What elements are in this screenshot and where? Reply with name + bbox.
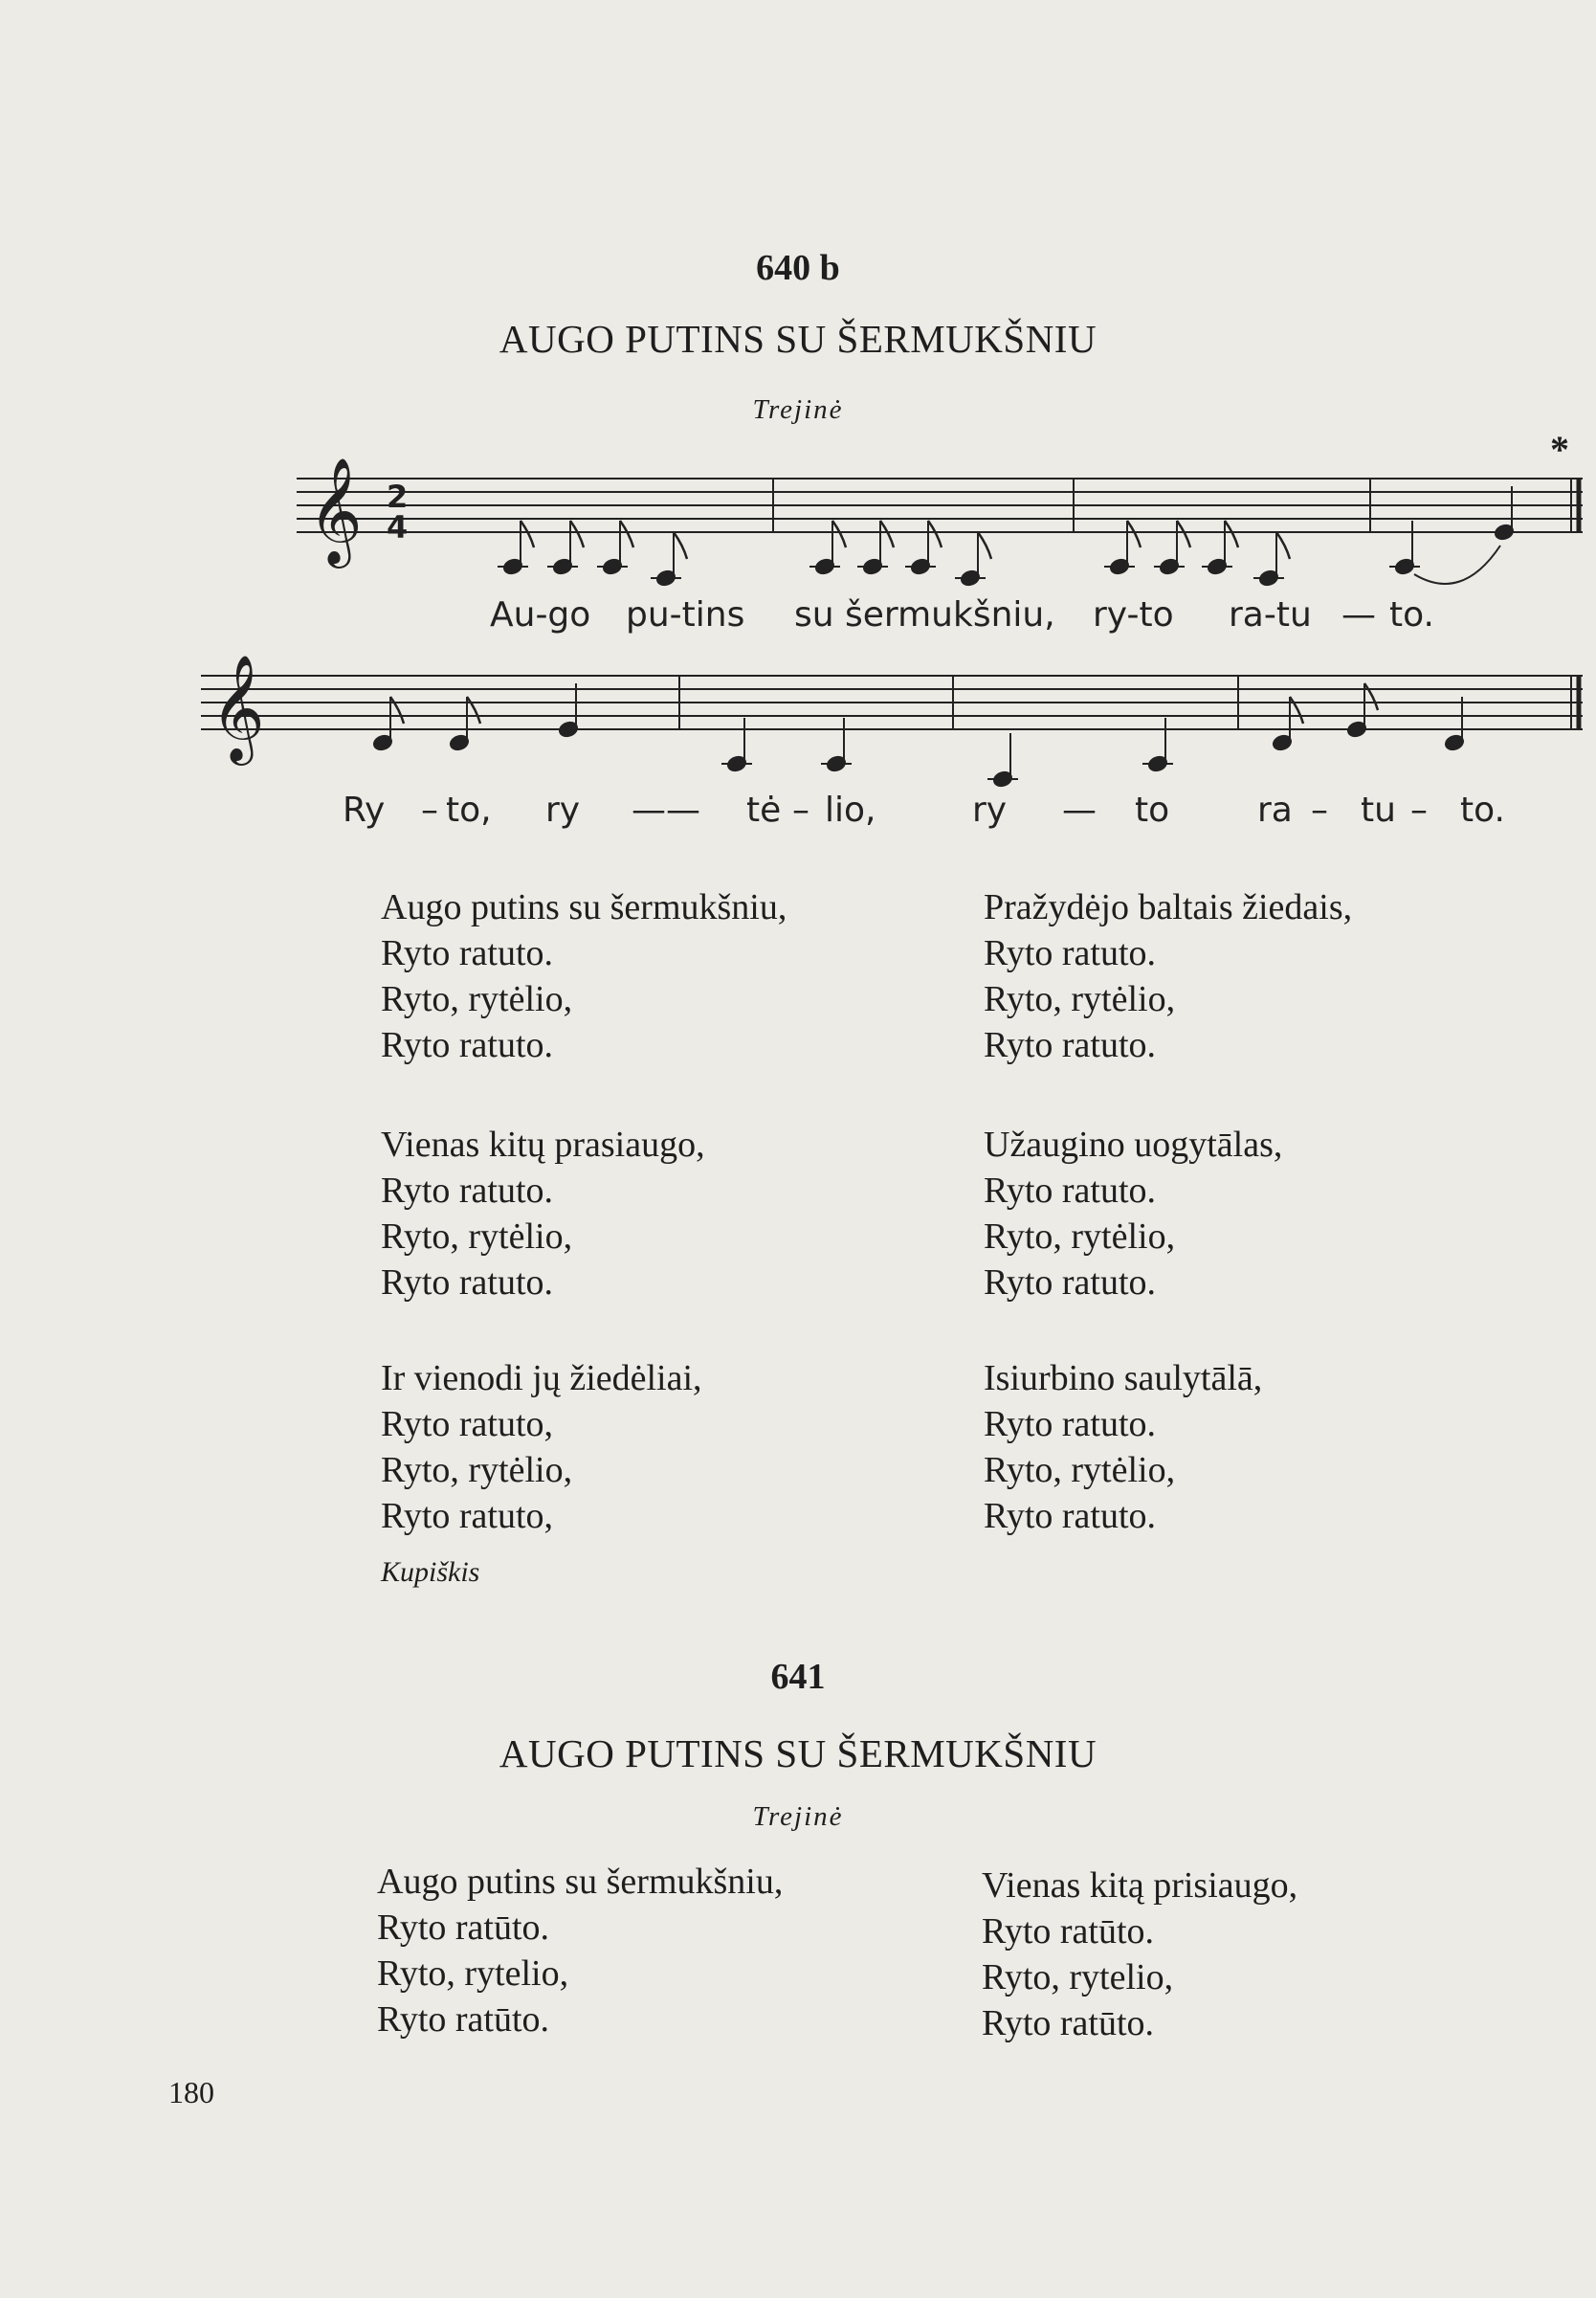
lyric-syllable: su šermukšniu, (794, 595, 1055, 635)
lyric-syllable: to, (446, 791, 492, 830)
stanza-line: Ryto, rytelio, (377, 1953, 569, 1994)
music-note (1154, 521, 1190, 575)
song-title: AUGO PUTINS SU ŠERMUKŠNIU (499, 317, 1097, 361)
time-signature-bottom: 4 (387, 509, 409, 546)
stanza-2 (984, 884, 1352, 1068)
stanza-line: Ryto ratuto. (984, 933, 1157, 973)
song-title: AUGO PUTINS SU ŠERMUKŠNIU (499, 1731, 1097, 1775)
music-note (498, 521, 534, 575)
stanza-line: Ryto ratuto. (984, 1025, 1157, 1065)
music-note (1389, 521, 1420, 575)
music-note (1253, 532, 1290, 587)
music-note (547, 521, 584, 575)
lyric-dash: — (1341, 595, 1376, 635)
music-note (651, 532, 687, 587)
music-note (558, 683, 578, 738)
lyric-dash: – (792, 791, 809, 830)
stanza-line: Vienas kitų prasiaugo, (381, 1125, 705, 1165)
music-note (955, 532, 991, 587)
lyric-syllable: Au-go (490, 595, 591, 635)
stanza-line: Užaugino uogytālas, (984, 1125, 1283, 1165)
music-note (809, 521, 846, 575)
song-number: 640 b (756, 248, 840, 288)
lyric-syllable: Ry (343, 791, 386, 830)
stanza-line: Ir vienodi jų žiedėliai, (381, 1358, 702, 1398)
lyric-syllable: ry (545, 791, 581, 830)
music-notation (0, 0, 1596, 861)
stanza-line: Ryto, rytėlio, (984, 1216, 1176, 1257)
music-note (1104, 521, 1141, 575)
lyric-dash: —— (632, 791, 700, 830)
stanza-line: Ryto, rytėlio, (381, 1450, 573, 1490)
stanza-line: Ryto ratuto, (381, 1496, 554, 1536)
stanza-line: Ryto ratuto. (984, 1404, 1157, 1444)
music-note (721, 718, 752, 772)
music-note (1494, 486, 1514, 541)
lyric-syllable: ry-to (1093, 595, 1174, 635)
stanza-line: Pražydėjo baltais žiedais, (984, 887, 1353, 927)
stanza-6 (984, 1355, 1262, 1539)
music-note (597, 521, 633, 575)
lyric-dash: – (1410, 791, 1428, 830)
song-subtitle: Trejinė (752, 394, 844, 425)
stanza-3 (381, 1122, 705, 1305)
music-note (1272, 697, 1303, 751)
stanza-line: Ryto ratuto. (381, 933, 554, 973)
stanza-line: Ryto, rytelio, (982, 1957, 1174, 1997)
stanza-line: Ryto ratuto. (984, 1171, 1157, 1211)
music-note (987, 733, 1018, 788)
lyric-syllable: ra-tu (1229, 595, 1312, 635)
music-note (857, 521, 894, 575)
treble-clef-icon: 𝄞 (211, 654, 265, 761)
tie-curve (1414, 546, 1500, 584)
stanza-2 (982, 1863, 1297, 2046)
stanza-line: Isiurbino saulytālā, (984, 1358, 1263, 1398)
lyric-syllable: tė (746, 791, 782, 830)
stanza-line: Ryto ratuto. (984, 1262, 1157, 1303)
lyric-syllable: pu-tins (626, 595, 745, 635)
lyric-syllable: tu (1361, 791, 1396, 830)
time-signature-top: 2 (387, 479, 409, 515)
page-number: 180 (168, 2075, 214, 2109)
lyric-syllable: ra (1257, 791, 1293, 830)
lyric-syllable: ry (972, 791, 1008, 830)
stanza-line: Ryto ratuto. (381, 1262, 554, 1303)
stanza-line: Ryto, rytėlio, (381, 979, 573, 1019)
treble-clef-icon: 𝄞 (308, 457, 363, 564)
music-note (372, 697, 404, 751)
lyric-syllable: to (1135, 791, 1170, 830)
stanza-1 (381, 884, 787, 1068)
stanza-line: Ryto ratuto. (984, 1496, 1157, 1536)
stanza-line: Ryto ratuto. (381, 1171, 554, 1211)
stanza-line: Ryto, rytėlio, (984, 1450, 1176, 1490)
staff-1-notes (498, 486, 1515, 587)
stanza-line: Vienas kitą prisiaugo, (982, 1865, 1298, 1906)
lyric-dash: – (421, 791, 438, 830)
stanza-line: Augo putins su šermukšniu, (377, 1862, 784, 1902)
song-subtitle: Trejinė (752, 1801, 844, 1832)
stanza-line: Augo putins su šermukšniu, (381, 887, 787, 927)
staff-1 (297, 479, 1583, 532)
stanza-5 (381, 1355, 702, 1539)
music-note (1444, 697, 1464, 751)
stanza-line: Ryto ratūto. (377, 1908, 550, 1948)
music-note (1202, 521, 1238, 575)
footnote-asterisk: * (1550, 428, 1569, 471)
stanza-line: Ryto, rytėlio, (381, 1216, 573, 1257)
music-note (905, 521, 942, 575)
stanza-line: Ryto ratūto. (982, 1911, 1155, 1952)
staff-2-notes (372, 683, 1464, 788)
music-note (821, 718, 852, 772)
stanza-line: Ryto, rytėlio, (984, 979, 1176, 1019)
lyric-dash: — (1062, 791, 1097, 830)
music-note (449, 697, 480, 751)
stanza-1 (377, 1859, 783, 2042)
music-note (1142, 718, 1173, 772)
song-source: Kupiškis (381, 1556, 480, 1588)
stanza-4 (984, 1122, 1282, 1305)
stanza-line: Ryto ratuto. (381, 1025, 554, 1065)
lyric-syllable: to. (1460, 791, 1505, 830)
stanza-line: Ryto ratūto. (377, 1999, 550, 2040)
stanza-line: Ryto ratūto. (982, 2003, 1155, 2043)
lyric-syllable: lio, (825, 791, 876, 830)
lyric-dash: – (1311, 791, 1328, 830)
lyric-syllable: to. (1389, 595, 1434, 635)
stanza-line: Ryto ratuto, (381, 1404, 554, 1444)
song-number: 641 (770, 1657, 826, 1697)
